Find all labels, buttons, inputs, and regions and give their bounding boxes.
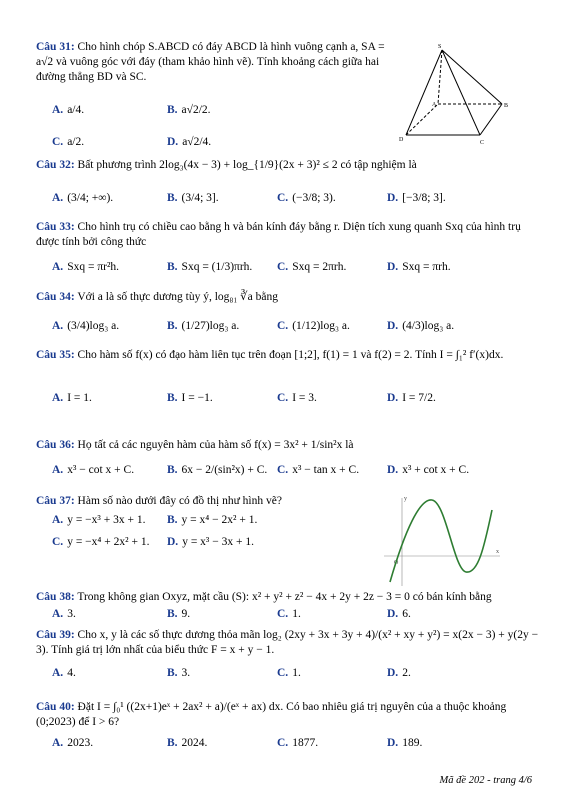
question-number: Câu 36: bbox=[36, 439, 75, 451]
option-b[interactable]: B. a√2/2. bbox=[167, 104, 211, 116]
vertex-b-label: B bbox=[504, 103, 509, 109]
options-row bbox=[52, 191, 541, 211]
option-a[interactable]: A. (3/4; +∞). bbox=[52, 192, 114, 204]
page-footer: Mã đề 202 - trang 4/6 bbox=[439, 775, 532, 786]
question-32 bbox=[36, 158, 541, 211]
option-d[interactable]: D. 189. bbox=[387, 737, 423, 749]
option-c[interactable]: C. I = 3. bbox=[277, 392, 317, 404]
question-number: Câu 34: bbox=[36, 291, 75, 303]
options-row bbox=[52, 736, 541, 756]
options-row bbox=[52, 319, 541, 339]
option-c[interactable]: C. Sxq = 2πrh. bbox=[277, 261, 347, 273]
question-31 bbox=[36, 40, 396, 155]
option-b[interactable]: B. 3. bbox=[167, 667, 191, 679]
question-text: Với a là số thực dương tùy ý, log₈₁ ∛a bằng bbox=[77, 291, 278, 303]
question-text: Bất phương trình 2log₃(4x − 3) + log_{1/9}(2x + 3)² ≤ 2 có tập nghiệm là bbox=[77, 159, 417, 171]
option-c[interactable]: C. 1877. bbox=[277, 737, 319, 749]
question-text: Họ tất cả các nguyên hàm của hàm số f(x) = 3x² + 1/sin²x là bbox=[77, 439, 354, 451]
options-row bbox=[52, 535, 366, 555]
option-a[interactable]: A. y = −x³ + 3x + 1. bbox=[52, 514, 146, 526]
option-a[interactable]: A. 4. bbox=[52, 667, 76, 679]
question-text: Cho hàm số f(x) có đạo hàm liên tục trên đoạn [1;2], f(1) = 1 và f(2) = 2. Tính I = ∫₁² f′(x)dx. bbox=[77, 349, 504, 361]
options-row bbox=[52, 607, 541, 627]
question-text: Cho hình trụ có chiều cao bằng h và bán kính đáy bằng r. Diện tích xung quanh Sxq của hình trụ được tính bởi công thức bbox=[36, 221, 521, 248]
question-text: Trong không gian Oxyz, mặt cầu (S): x² + y² + z² − 4x + 2y + 2z − 3 = 0 có bán kính bằng bbox=[77, 591, 492, 603]
option-d[interactable]: D. 6. bbox=[387, 608, 411, 620]
question-number: Câu 31: bbox=[36, 41, 75, 53]
option-a[interactable]: A. x³ − cot x + C. bbox=[52, 464, 135, 476]
options-row bbox=[52, 666, 541, 686]
option-b[interactable]: B. 6x − 2/(sin²x) + C. bbox=[167, 464, 268, 476]
question-number: Câu 38: bbox=[36, 591, 75, 603]
option-d[interactable]: D. 2. bbox=[387, 667, 411, 679]
question-text: Hàm số nào dưới đây có đồ thị như hình vẽ? bbox=[77, 495, 282, 507]
question-37 bbox=[36, 494, 366, 555]
options-row bbox=[52, 260, 541, 280]
question-number: Câu 39: bbox=[36, 629, 75, 641]
cubic-graph-figure bbox=[380, 490, 505, 590]
option-b[interactable]: B. Sxq = (1/3)πrh. bbox=[167, 261, 253, 273]
option-d[interactable]: D. I = 7/2. bbox=[387, 392, 436, 404]
question-33 bbox=[36, 220, 541, 280]
option-c[interactable]: C. a/2. bbox=[52, 136, 85, 148]
vertex-c-label: C bbox=[480, 140, 485, 146]
question-number: Câu 33: bbox=[36, 221, 75, 233]
option-a[interactable]: A. I = 1. bbox=[52, 392, 92, 404]
option-c[interactable]: C. y = −x⁴ + 2x² + 1. bbox=[52, 536, 150, 548]
option-c[interactable]: C. x³ − tan x + C. bbox=[277, 464, 360, 476]
question-40 bbox=[36, 700, 541, 756]
axis-x-label: x bbox=[496, 549, 499, 555]
axis-y-label: y bbox=[404, 496, 407, 502]
option-c[interactable]: C. 1. bbox=[277, 608, 301, 620]
question-36 bbox=[36, 438, 541, 483]
option-d[interactable]: D. (4/3)log₃ a. bbox=[387, 320, 455, 332]
option-c[interactable]: C. 1. bbox=[277, 667, 301, 679]
vertex-d-label: D bbox=[399, 137, 404, 143]
question-text: Cho hình chóp S.ABCD có đáy ABCD là hình vuông cạnh a, SA = a√2 và vuông góc với đáy (tham khảo hình vẽ). Tính khoảng cách giữa hai đường thẳng BD và SC. bbox=[36, 41, 385, 83]
option-a[interactable]: A. (3/4)log₃ a. bbox=[52, 320, 120, 332]
option-d[interactable]: D. a√2/4. bbox=[167, 136, 212, 148]
option-b[interactable]: B. (3/4; 3]. bbox=[167, 192, 219, 204]
option-a[interactable]: A. 2023. bbox=[52, 737, 94, 749]
option-b[interactable]: B. 9. bbox=[167, 608, 191, 620]
option-d[interactable]: D. [−3/8; 3]. bbox=[387, 192, 446, 204]
option-d[interactable]: D. x³ + cot x + C. bbox=[387, 464, 470, 476]
question-text: Cho x, y là các số thực dương thỏa mãn log₂ (2xy + 3x + 3y + 4)/(x² + xy + y²) = x(2x − 3) + y(2y − 3). Tính giá trị lớn nhất của biểu thức F = x + y − 1. bbox=[36, 629, 539, 656]
options-row bbox=[52, 513, 366, 533]
option-a[interactable]: A. 3. bbox=[52, 608, 76, 620]
options-row bbox=[52, 103, 396, 123]
question-number: Câu 37: bbox=[36, 495, 75, 507]
question-39 bbox=[36, 628, 541, 686]
option-a[interactable]: A. Sxq = πr²h. bbox=[52, 261, 120, 273]
question-number: Câu 35: bbox=[36, 349, 75, 361]
question-34 bbox=[36, 290, 541, 339]
question-38 bbox=[36, 590, 541, 627]
question-35 bbox=[36, 348, 541, 411]
option-c[interactable]: C. (1/12)log₃ a. bbox=[277, 320, 350, 332]
vertex-s-label: S bbox=[438, 44, 442, 50]
origin-label: O bbox=[394, 560, 399, 566]
curve bbox=[390, 500, 492, 582]
option-b[interactable]: B. y = x⁴ − 2x² + 1. bbox=[167, 514, 258, 526]
option-a[interactable]: A. a/4. bbox=[52, 104, 85, 116]
question-text: Đặt I = ∫₀¹ ((2x+1)eˣ + 2ax² + a)/(eˣ + ax) dx. Có bao nhiêu giá trị nguyên của a thuộc khoảng (0;2023) để I > 6? bbox=[36, 701, 507, 728]
question-number: Câu 40: bbox=[36, 701, 75, 713]
question-number: Câu 32: bbox=[36, 159, 75, 171]
option-b[interactable]: B. 2024. bbox=[167, 737, 208, 749]
option-c[interactable]: C. (−3/8; 3). bbox=[277, 192, 336, 204]
pyramid-figure bbox=[398, 40, 516, 148]
option-b[interactable]: B. (1/27)log₃ a. bbox=[167, 320, 240, 332]
option-d[interactable]: D. y = x³ − 3x + 1. bbox=[167, 536, 254, 548]
options-row bbox=[52, 135, 396, 155]
options-row bbox=[52, 463, 541, 483]
option-d[interactable]: D. Sxq = πrh. bbox=[387, 261, 451, 273]
option-b[interactable]: B. I = −1. bbox=[167, 392, 213, 404]
vertex-a-label: A bbox=[432, 102, 437, 108]
options-row bbox=[52, 391, 541, 411]
